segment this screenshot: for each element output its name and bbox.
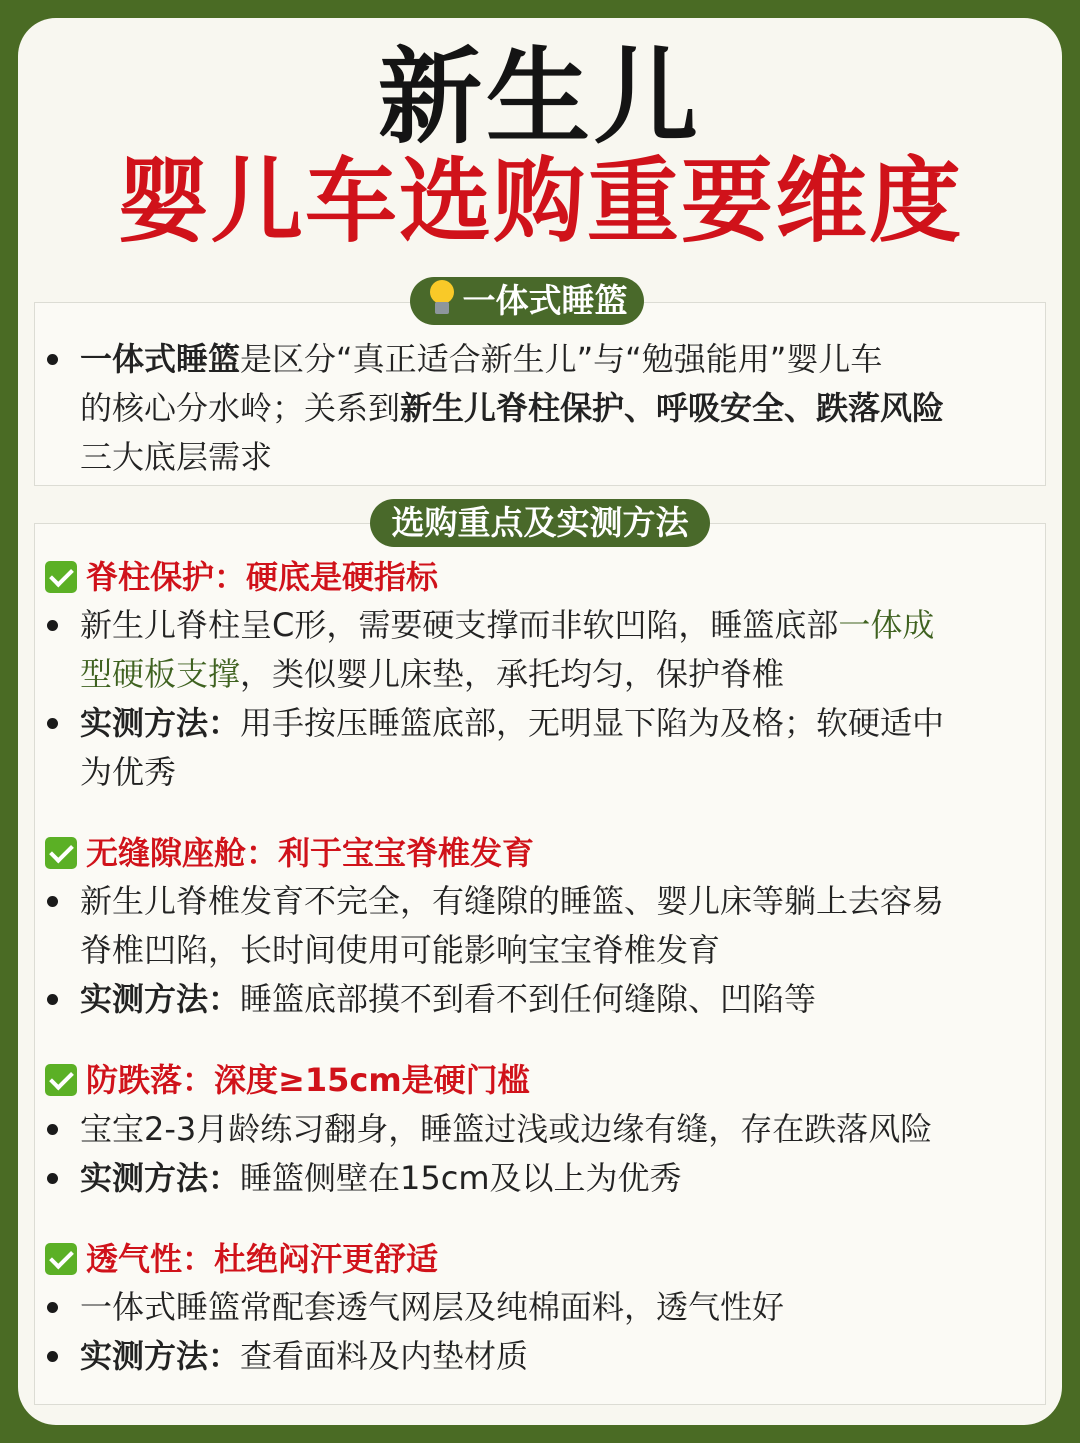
item-spine-method-1: 实测方法：用手按压睡篮底部，无明显下陷为及格；软硬适中 <box>80 704 945 742</box>
item-fall-method-1: 实测方法：睡篮侧壁在15cm及以上为优秀 <box>80 1159 682 1197</box>
item-seamless-line-1: 新生儿脊椎发育不完全，有缝隙的睡篮、婴儿床等躺上去容易 <box>80 882 945 920</box>
item-heading-spine: 脊柱保护：硬底是硬指标 <box>86 558 439 596</box>
check-box-icon <box>45 561 77 593</box>
item-seamless-line-2: 脊椎凹陷，长时间使用可能影响宝宝脊椎发育 <box>80 931 721 969</box>
page-subtitle: 婴儿车选购重要维度 <box>116 148 963 255</box>
section-pill-buying-points: 选购重点及实测方法 <box>370 499 710 547</box>
bullet-dot <box>47 896 58 907</box>
bullet-dot <box>47 718 58 729</box>
intro-line-1: 一体式睡篮是区分“真正适合新生儿”与“勉强能用”婴儿车 <box>80 340 883 378</box>
item-fall-line-1: 宝宝2-3月龄练习翻身，睡篮过浅或边缘有缝，存在跌落风险 <box>80 1110 933 1148</box>
check-box-icon <box>45 837 77 869</box>
section-pill-label: 一体式睡篮 <box>462 281 628 320</box>
bullet-dot <box>47 620 58 631</box>
bullet-dot <box>47 994 58 1005</box>
check-box-icon <box>45 1064 77 1096</box>
item-spine-line-1: 新生儿脊柱呈C形，需要硬支撑而非软凹陷，睡篮底部一体成 <box>80 606 935 644</box>
intro-line-3: 三大底层需求 <box>80 438 273 476</box>
item-seamless-method-1: 实测方法：睡篮底部摸不到看不到任何缝隙、凹陷等 <box>80 980 817 1018</box>
bullet-dot <box>47 1302 58 1313</box>
lightbulb-icon <box>427 278 457 318</box>
item-spine-method-2: 为优秀 <box>80 753 177 791</box>
item-breathable-method-1: 实测方法：查看面料及内垫材质 <box>80 1337 529 1375</box>
item-spine-line-2: 型硬板支撑，类似婴儿床垫，承托均匀，保护脊椎 <box>80 655 785 693</box>
item-heading-fall: 防跌落：深度≥15cm是硬门槛 <box>86 1061 530 1099</box>
bullet-dot <box>47 1173 58 1184</box>
item-heading-seamless: 无缝隙座舱：利于宝宝脊椎发育 <box>86 834 535 872</box>
bullet-dot <box>47 1124 58 1135</box>
intro-line-2: 的核心分水岭；关系到新生儿脊柱保护、呼吸安全、跌落风险 <box>80 389 945 427</box>
page-title: 新生儿 <box>377 36 702 158</box>
item-heading-breathable: 透气性：杜绝闷汗更舒适 <box>86 1240 439 1278</box>
item-breathable-line-1: 一体式睡篮常配套透气网层及纯棉面料，透气性好 <box>80 1288 785 1326</box>
section-pill-integrated-bassinet <box>410 277 644 325</box>
bullet-dot <box>47 354 58 365</box>
bullet-dot <box>47 1351 58 1362</box>
check-box-icon <box>45 1243 77 1275</box>
